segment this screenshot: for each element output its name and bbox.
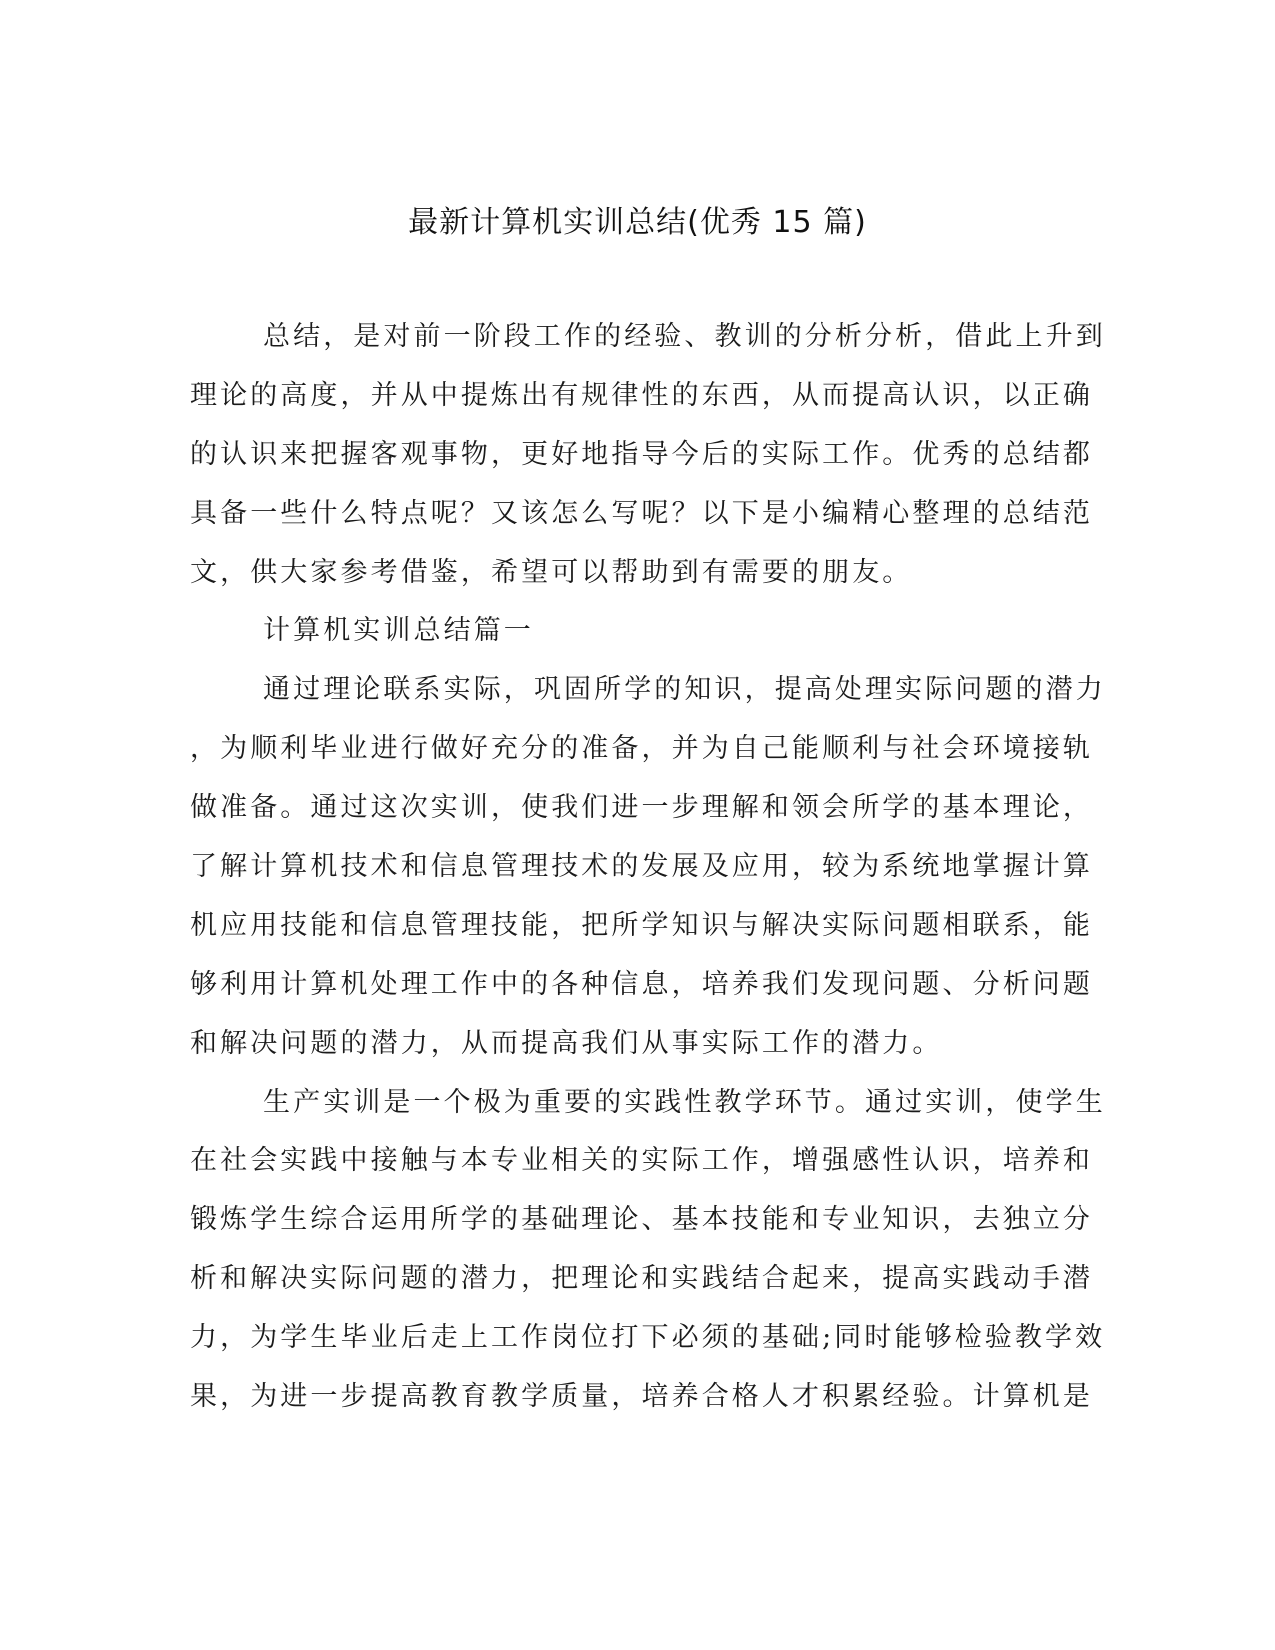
body-line: 机应用技能和信息管理技能，把所学知识与解决实际问题相联系，能 [190, 910, 1093, 941]
body-line: 做准备。通过这次实训，使我们进一步理解和领会所学的基本理论， [190, 792, 1093, 823]
section-heading: 计算机实训总结篇一 [263, 615, 534, 646]
body-line: 生产实训是一个极为重要的实践性教学环节。通过实训，使学生 [263, 1087, 1106, 1118]
body-line: 力，为学生毕业后走上工作岗位打下必须的基础;同时能够检验教学效 [190, 1322, 1106, 1353]
body-line: 锻炼学生综合运用所学的基础理论、基本技能和专业知识，去独立分 [190, 1204, 1093, 1235]
body-line: 了解计算机技术和信息管理技术的发展及应用，较为系统地掌握计算 [190, 851, 1093, 882]
body-line: 理论的高度，并从中提炼出有规律性的东西，从而提高认识，以正确 [190, 380, 1093, 411]
body-line: 通过理论联系实际，巩固所学的知识，提高处理实际问题的潜力 [263, 674, 1106, 705]
body-line: 够利用计算机处理工作中的各种信息，培养我们发现问题、分析问题 [190, 969, 1093, 1000]
body-line: 总结，是对前一阶段工作的经验、教训的分析分析，借此上升到 [263, 321, 1106, 352]
body-line: 果，为进一步提高教育教学质量，培养合格人才积累经验。计算机是 [190, 1381, 1093, 1412]
body-line: ，为顺利毕业进行做好充分的准备，并为自己能顺利与社会环境接轨 [190, 733, 1093, 764]
document-title: 最新计算机实训总结(优秀 15 篇) [408, 205, 867, 240]
body-line: 在社会实践中接触与本专业相关的实际工作，增强感性认识，培养和 [190, 1145, 1093, 1176]
body-line: 的认识来把握客观事物，更好地指导今后的实际工作。优秀的总结都 [190, 439, 1093, 470]
body-line: 具备一些什么特点呢？又该怎么写呢？以下是小编精心整理的总结范 [190, 498, 1093, 529]
body-line: 析和解决实际问题的潜力，把理论和实践结合起来，提高实践动手潜 [190, 1263, 1093, 1294]
body-line: 和解决问题的潜力，从而提高我们从事实际工作的潜力。 [190, 1028, 943, 1059]
body-line: 文，供大家参考借鉴，希望可以帮助到有需要的朋友。 [190, 557, 913, 588]
